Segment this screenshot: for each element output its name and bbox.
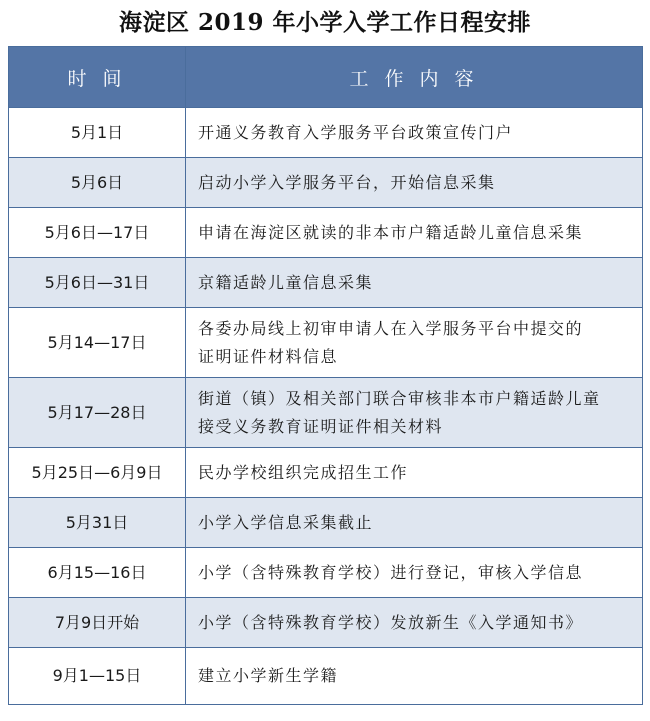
table-row xyxy=(9,498,643,548)
row-content xyxy=(186,308,643,378)
row-time: 5月6日—31日 xyxy=(9,258,186,308)
table-row xyxy=(9,308,643,378)
row-time: 6月15—16日 xyxy=(9,548,186,598)
table-header xyxy=(9,47,643,108)
table-row xyxy=(9,448,643,498)
header-time: 时 间 xyxy=(9,47,186,108)
content-line: 接受义务教育证明证件相关材料 xyxy=(198,416,444,436)
row-time: 5月31日 xyxy=(9,498,186,548)
page-title: 海淀区 2019 年小学入学工作日程安排 xyxy=(118,9,532,36)
header-row xyxy=(9,47,643,108)
table-row xyxy=(9,208,643,258)
row-content: 建立小学新生学籍 xyxy=(186,648,643,705)
row-time: 5月6日—17日 xyxy=(9,208,186,258)
row-time: 7月9日开始 xyxy=(9,598,186,648)
row-time: 5月17—28日 xyxy=(9,378,186,448)
content-line: 街道（镇）及相关部门联合审核非本市户籍适龄儿童 xyxy=(198,388,601,408)
header-content: 工 作 内 容 xyxy=(186,47,643,108)
row-time: 9月1—15日 xyxy=(9,648,186,705)
table-row xyxy=(9,158,643,208)
row-content: 民办学校组织完成招生工作 xyxy=(186,448,643,498)
row-content: 小学入学信息采集截止 xyxy=(186,498,643,548)
row-time: 5月25日—6月9日 xyxy=(9,448,186,498)
table-row xyxy=(9,378,643,448)
row-content: 小学（含特殊教育学校）进行登记，审核入学信息 xyxy=(186,548,643,598)
row-content: 开通义务教育入学服务平台政策宣传门户 xyxy=(186,108,643,158)
row-content: 京籍适龄儿童信息采集 xyxy=(186,258,643,308)
table-row xyxy=(9,108,643,158)
row-content: 启动小学入学服务平台，开始信息采集 xyxy=(186,158,643,208)
schedule-table xyxy=(8,46,643,705)
table-row xyxy=(9,598,643,648)
content-line: 证明证件材料信息 xyxy=(198,346,339,366)
table-row xyxy=(9,258,643,308)
row-content: 小学（含特殊教育学校）发放新生《入学通知书》 xyxy=(186,598,643,648)
row-time: 5月14—17日 xyxy=(9,308,186,378)
table-row xyxy=(9,648,643,705)
row-content xyxy=(186,378,643,448)
content-line: 各委办局线上初审申请人在入学服务平台中提交的 xyxy=(198,318,584,338)
row-content: 申请在海淀区就读的非本市户籍适龄儿童信息采集 xyxy=(186,208,643,258)
row-time: 5月1日 xyxy=(9,108,186,158)
table-body xyxy=(9,108,643,705)
table-row xyxy=(9,548,643,598)
row-time: 5月6日 xyxy=(9,158,186,208)
